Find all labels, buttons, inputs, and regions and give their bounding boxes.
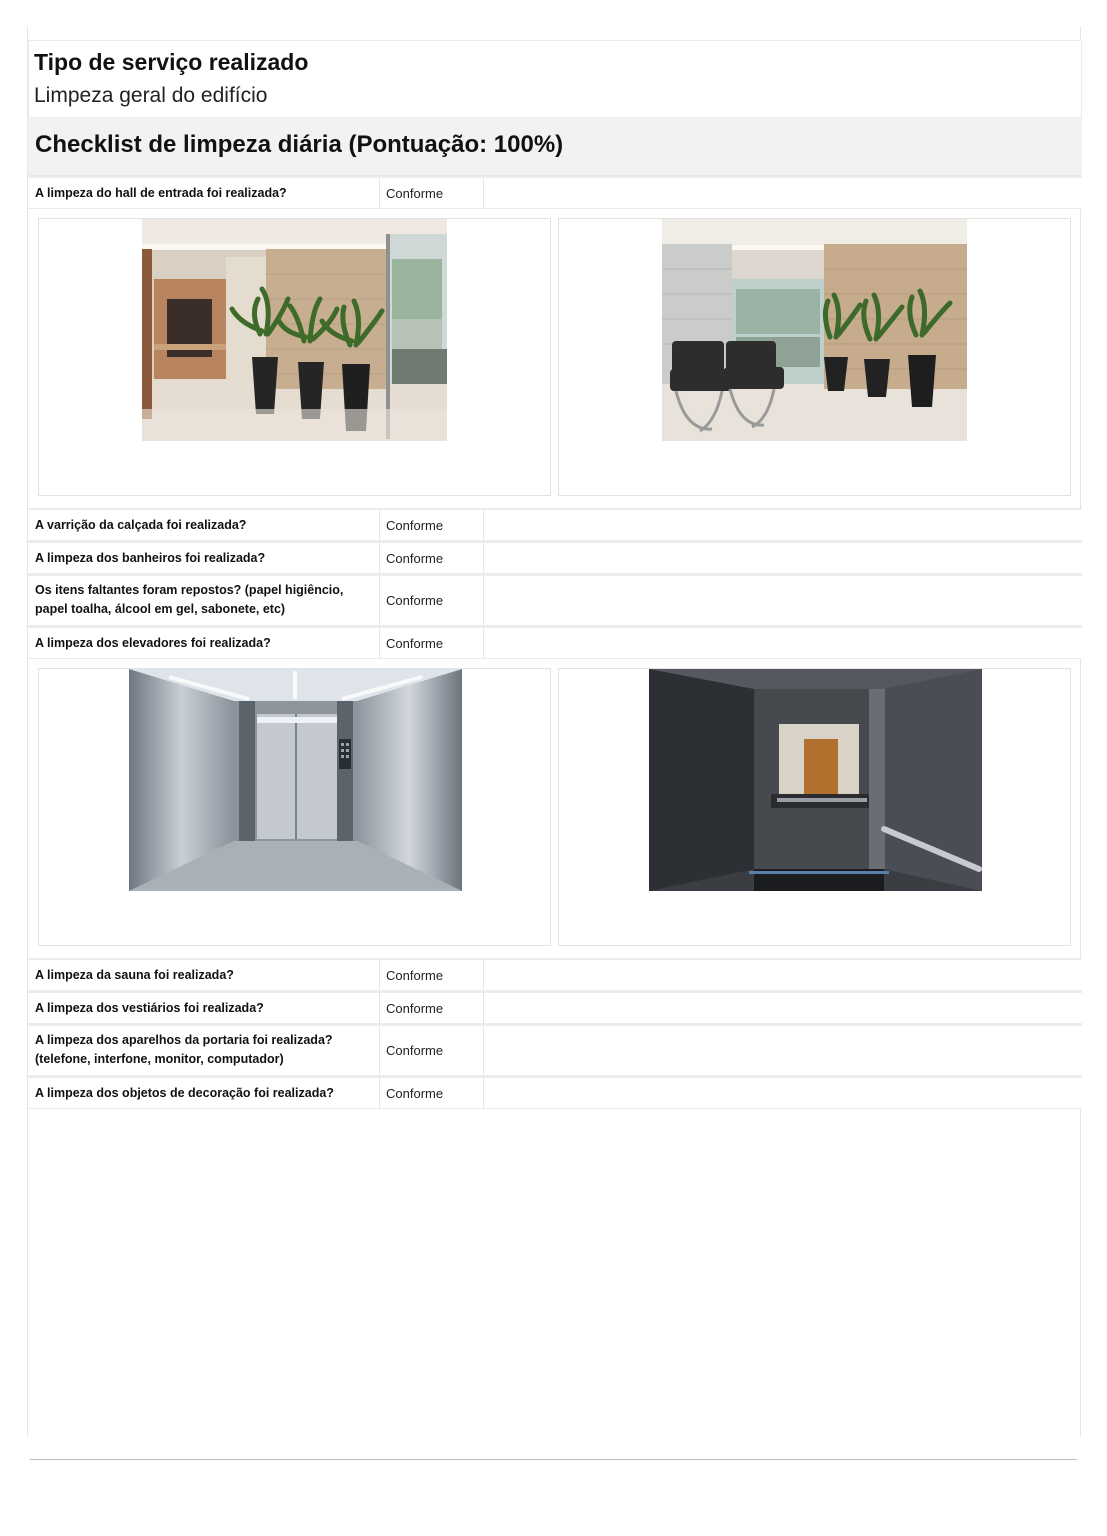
checklist-row xyxy=(28,1076,1082,1109)
checklist-answer: Conforme xyxy=(386,1086,444,1101)
checklist-question: A limpeza dos banheiros foi realizada? xyxy=(35,551,266,565)
service-title: Tipo de serviço realizado xyxy=(34,49,309,75)
checklist-title: Checklist de limpeza diária (Pontuação: 100%) xyxy=(35,131,564,158)
checklist-answer: Conforme xyxy=(386,551,444,566)
photo-cell xyxy=(558,218,1071,496)
checklist-answer: Conforme xyxy=(386,593,444,608)
checklist-question: A limpeza do hall de entrada foi realizada? xyxy=(35,186,287,200)
checklist-question: A limpeza dos aparelhos da portaria foi realizada? (telefone, interfone, monitor, computador) xyxy=(35,1033,333,1066)
checklist-answer: Conforme xyxy=(386,968,444,983)
checklist-question: A limpeza dos elevadores foi realizada? xyxy=(35,636,271,650)
service-value: Limpeza geral do edifício xyxy=(34,84,268,107)
photo-cell xyxy=(558,668,1071,946)
checklist-question: A limpeza dos objetos de decoração foi realizada? xyxy=(35,1086,334,1100)
checklist-header xyxy=(28,118,1082,176)
checklist-row xyxy=(28,574,1082,626)
checklist-answer: Conforme xyxy=(386,1043,444,1058)
checklist-question: Os itens faltantes foram repostos? (papel higiêncio, papel toalha, álcool em gel, sabonete, etc) xyxy=(35,583,344,616)
checklist-row xyxy=(28,176,1082,209)
photo-row-elevators xyxy=(28,658,1082,958)
elevator-photo-steel[interactable] xyxy=(129,669,462,891)
photo-cell xyxy=(38,218,551,496)
checklist-question: A limpeza da sauna foi realizada? xyxy=(35,968,234,982)
checklist-row xyxy=(28,508,1082,541)
checklist-question: A limpeza dos vestiários foi realizada? xyxy=(35,1001,264,1015)
lobby-photo-armchairs[interactable] xyxy=(662,219,967,441)
service-section xyxy=(28,40,1082,118)
checklist-row xyxy=(28,1024,1082,1076)
footer-divider xyxy=(30,1459,1077,1460)
checklist-answer: Conforme xyxy=(386,518,444,533)
lobby-photo-plants[interactable] xyxy=(142,219,447,441)
checklist-row xyxy=(28,541,1082,574)
report-page xyxy=(27,26,1081,1436)
checklist-row xyxy=(28,958,1082,991)
checklist-row xyxy=(28,626,1082,659)
photo-row-lobby xyxy=(28,208,1082,508)
checklist-question: A varrição da calçada foi realizada? xyxy=(35,518,247,532)
checklist-answer: Conforme xyxy=(386,186,444,201)
checklist-row xyxy=(28,991,1082,1024)
elevator-photo-dark[interactable] xyxy=(649,669,982,891)
photo-cell xyxy=(38,668,551,946)
checklist-answer: Conforme xyxy=(386,1001,444,1016)
checklist-answer: Conforme xyxy=(386,636,444,651)
